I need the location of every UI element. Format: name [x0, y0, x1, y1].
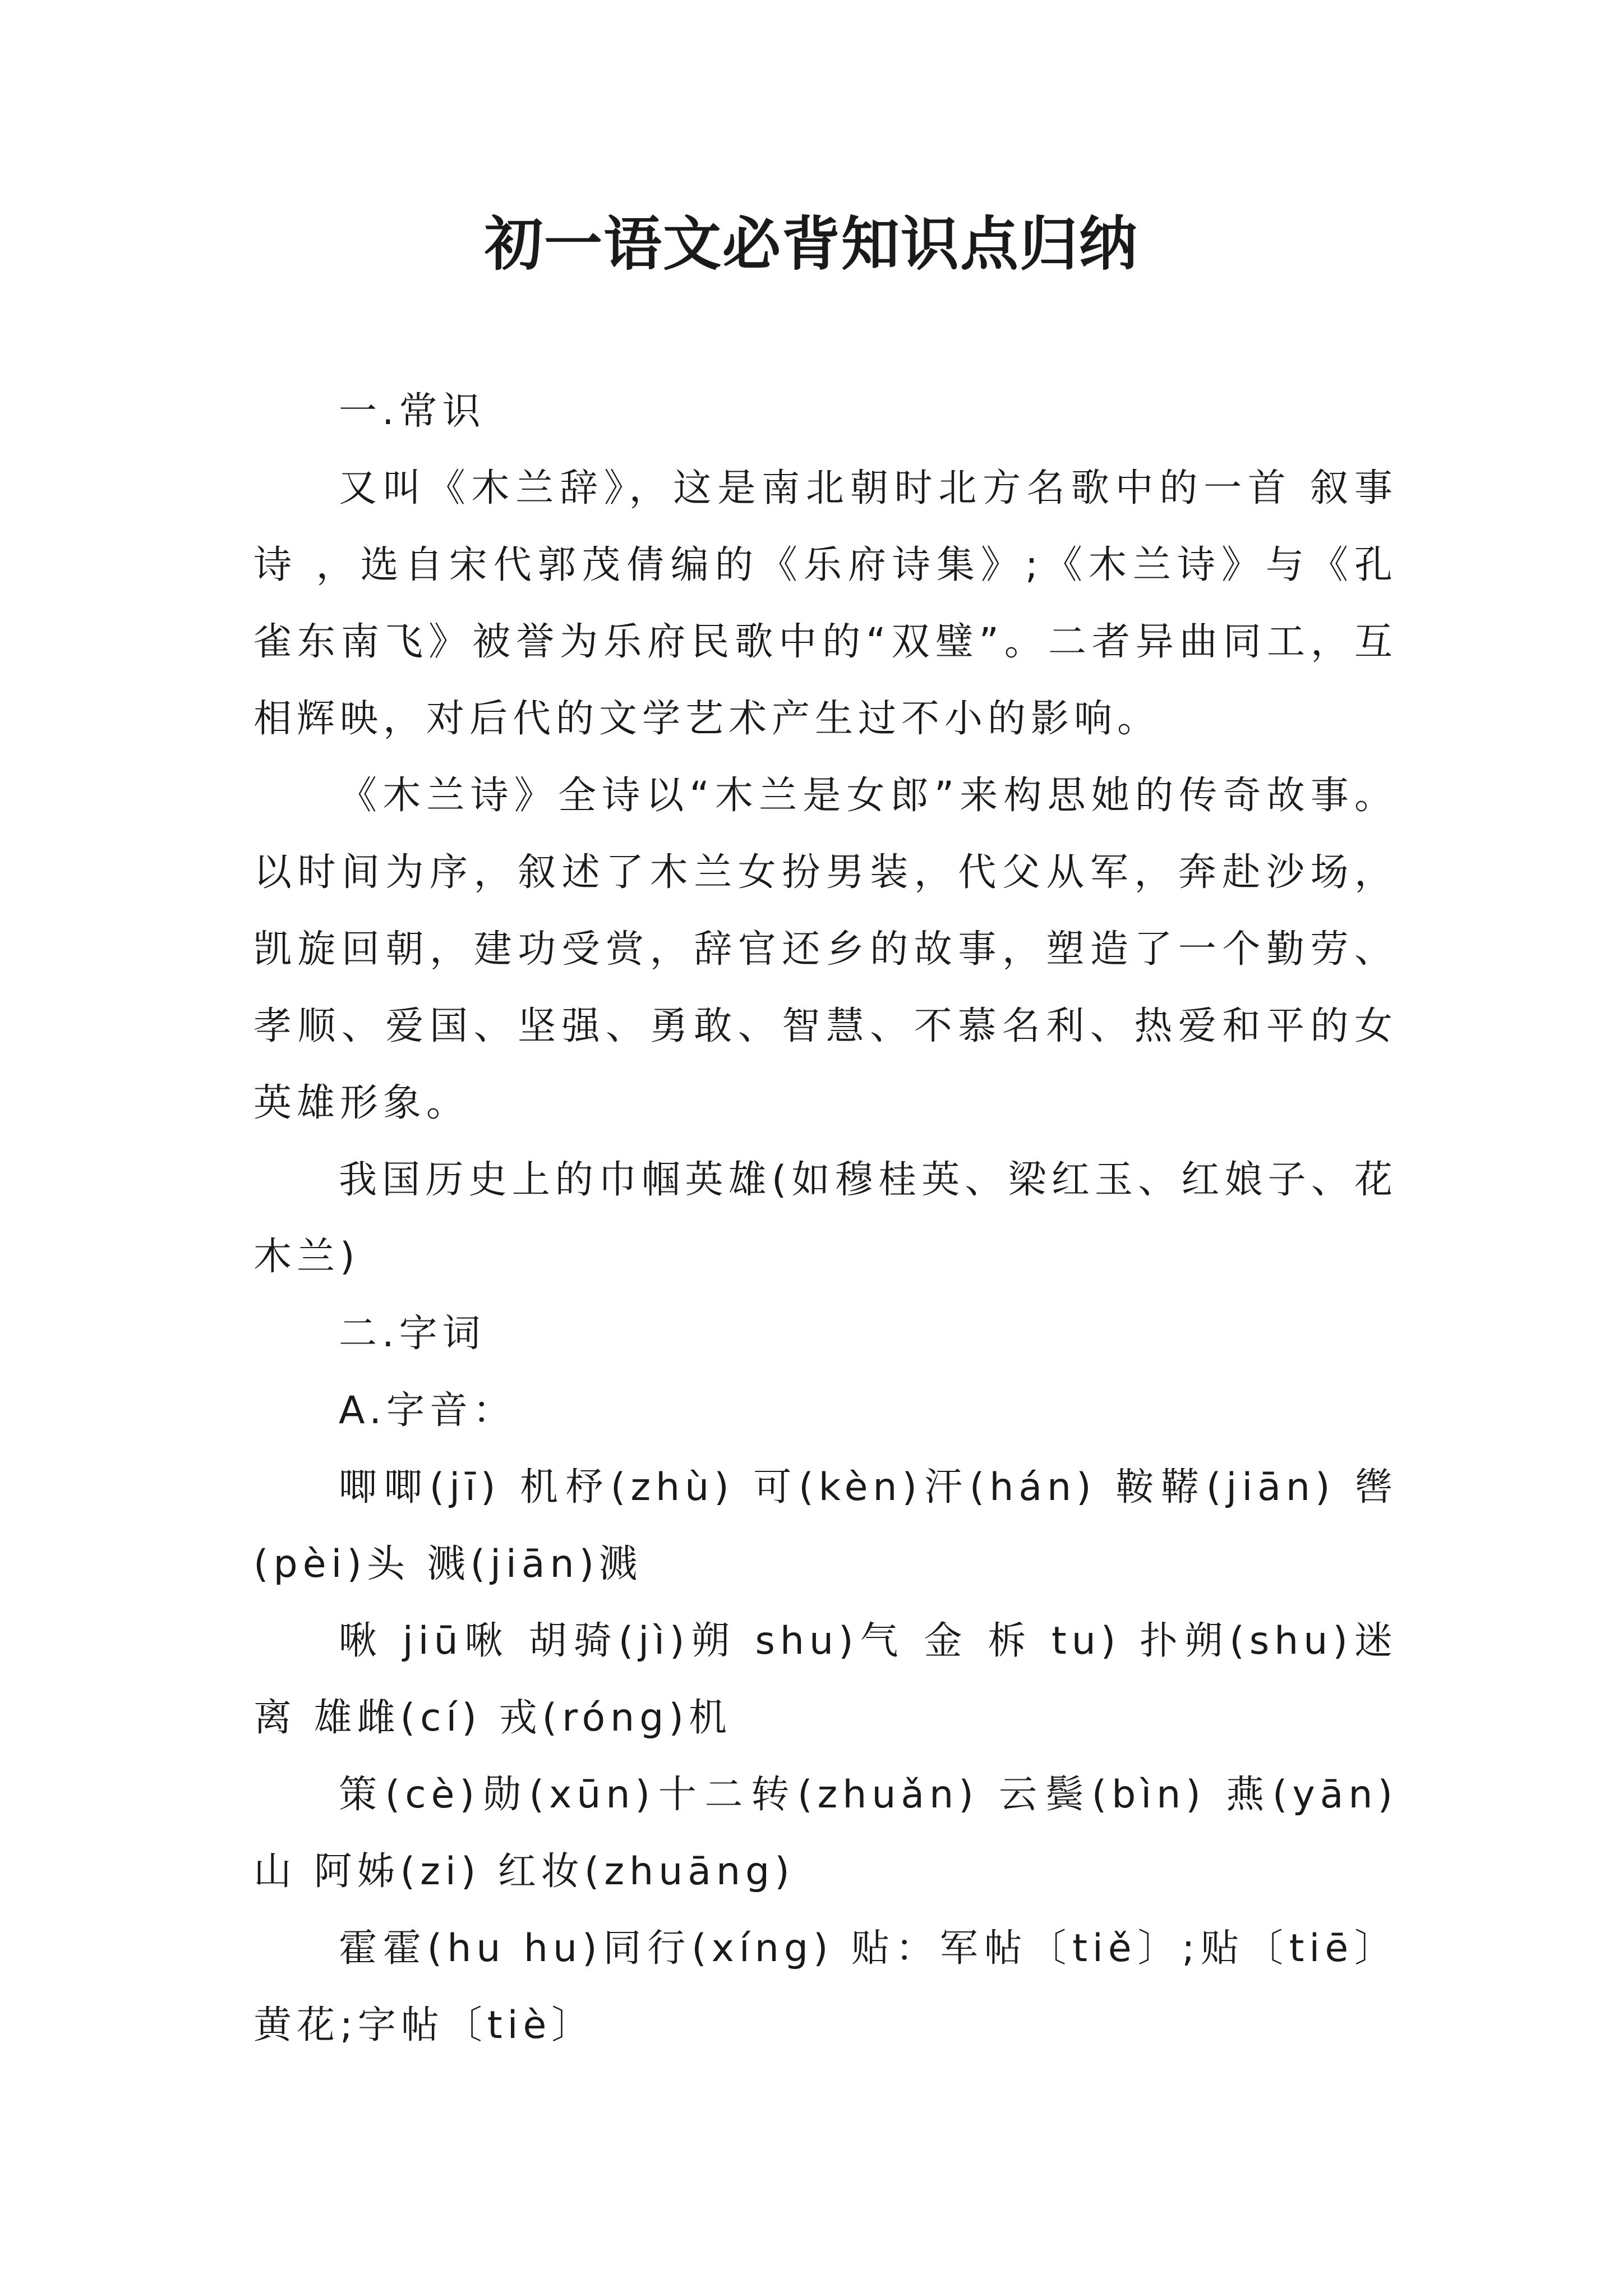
paragraph-heroines: 我国历史上的巾帼英雄(如穆桂英、梁红玉、红娘子、花木兰)	[253, 1158, 1398, 1279]
section-heading-common-knowledge: 一.常识	[339, 389, 486, 434]
paragraph-mulan-story: 《木兰诗》全诗以“木兰是女郎”来构思她的传奇故事。以时间为序，叙述了木兰女扮男装，代父从军，奔赴沙场，凯旋回朝，建功受赏，辞官还乡的故事，塑造了一个勤劳、孝顺、爱国、坚强、勇敢、智慧、不慕名利、热爱和平的女英雄形象。	[253, 774, 1398, 1125]
paragraph-mulan-intro: 又叫《木兰辞》，这是南北朝时北方名歌中的一首 叙事诗 ，选自宋代郭茂倩编的《乐府诗集》;《木兰诗》与《孔雀东南飞》被誉为乐府民歌中的“双璧”。二者异曲同工，互相辉映，对后代的文学艺术产生过不小的影响。	[253, 466, 1398, 741]
subheading-pronunciation: A.字音：	[339, 1388, 516, 1433]
pronunciation-line: 啾 jiū啾 胡骑(jì)朔 shu)气 金 柝 tu) 扑朔(shu)迷离 雄雌(cí) 戎(róng)机	[253, 1619, 1398, 1740]
section-heading-vocabulary: 二.字词	[339, 1312, 486, 1356]
document-title: 初一语文必背知识点归纳	[484, 209, 1138, 278]
pronunciation-line: 霍霍(hu hu)同行(xíng) 贴：军帖〔tiě〕;贴〔tiē〕黄花;字帖〔tiè〕	[253, 1926, 1398, 2047]
pronunciation-line: 唧唧(jī) 机杼(zhù) 可(kèn)汗(hán) 鞍鞯(jiān) 辔(pèi)头 溅(jiān)溅	[253, 1465, 1398, 1586]
pronunciation-line: 策(cè)勋(xūn)十二转(zhuǎn) 云鬓(bìn) 燕(yān)山 阿姊(zi) 红妆(zhuāng)	[253, 1773, 1398, 1894]
document-body	[253, 373, 1398, 2064]
